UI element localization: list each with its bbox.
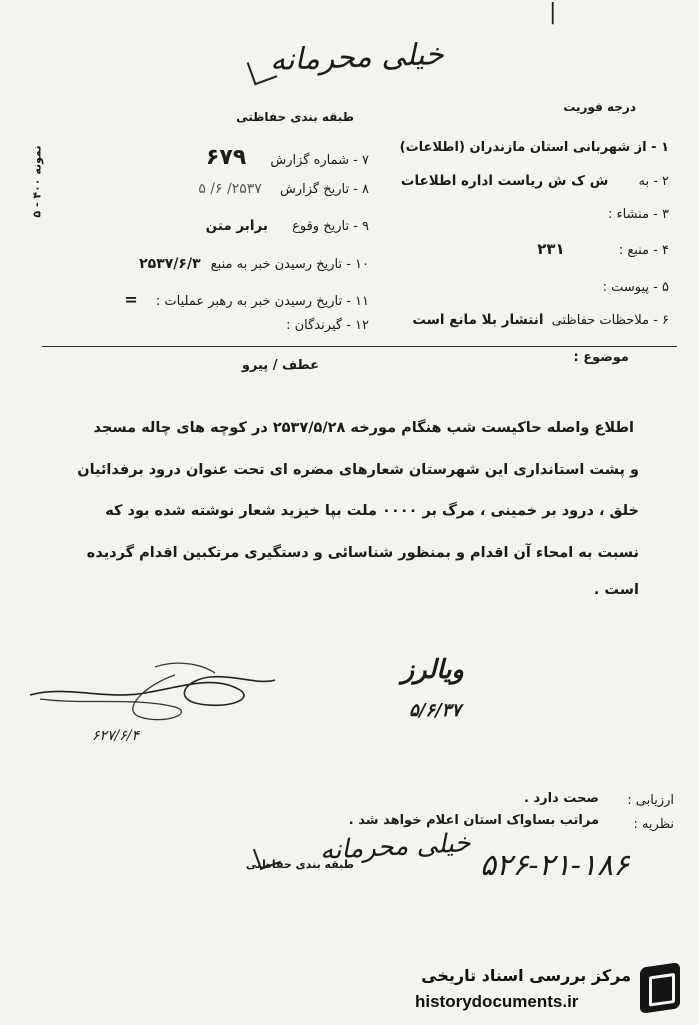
- watermark-org-name: مرکز بررسی اسناد تاریخی: [421, 966, 631, 985]
- field-source: [537, 240, 669, 258]
- field-operations-receipt-date: [124, 290, 369, 309]
- subject-value: عطف / پیرو: [241, 358, 319, 373]
- corner-mark: |: [549, 0, 557, 25]
- field-source-value: ۲۳۱: [537, 240, 565, 258]
- field-operations-receipt-date-value: =: [124, 290, 138, 309]
- field-security-notes-value: انتشار بلا مانع است: [412, 312, 544, 328]
- field-source-label: ۴ - منبع :: [618, 243, 669, 258]
- watermark-url: historydocuments.ir: [415, 992, 579, 1011]
- header-separator: [42, 346, 677, 347]
- watermark-logo-stripe: [649, 973, 675, 1007]
- left-signature-date: ۶۲۷/۶/۴: [92, 728, 140, 744]
- field-to-value: ش ک ش ریاست اداره اطلاعات: [400, 173, 609, 189]
- classification-heading: طبقه بندی حفاظتی: [236, 110, 354, 124]
- field-report-number: [206, 145, 369, 170]
- field-to-label: ۲ - به: [638, 174, 669, 189]
- document-title-stamp: خیلی محرمانه: [269, 36, 445, 79]
- field-from-label: ۱ - از شهربانی استان مازندران (اطلاعات): [399, 140, 669, 155]
- field-report-date-value: ۲۵۳۷/ ۶/ ۵: [198, 181, 262, 197]
- field-origin: [608, 207, 669, 222]
- opinion-label: نظریه :: [633, 817, 674, 832]
- evaluation-label: ارزیابی :: [627, 793, 674, 808]
- subject-label: موضوع :: [573, 350, 629, 365]
- field-source-receipt-date-label: ۱۰ - تاریخ رسیدن خبر به منبع: [210, 257, 369, 272]
- field-source-receipt-date: [139, 256, 369, 272]
- field-report-number-value: ۶۷۹: [205, 145, 247, 170]
- body-line-2: و پشت استانداری این شهرستان شعارهای مضره ای تحت عنوان درود برفدائیان: [77, 462, 639, 478]
- body-line-3: خلق ، درود بر خمینی ، مرگ بر ۰۰۰۰ ملت بپا خیزید شعار نوشته شده بود که: [105, 503, 639, 519]
- field-report-date-label: ۸ - تاریخ گزارش: [279, 182, 369, 197]
- right-signature: ویالرز: [401, 655, 464, 685]
- footer-classification: طبقه بندی حفاظتی: [245, 858, 354, 871]
- field-recipients: [286, 318, 369, 333]
- field-to: [401, 173, 669, 189]
- field-security-notes-label: ۶ - ملاحظات حفاظتی: [551, 313, 669, 328]
- body-line-1: اطلاع واصله حاکیست شب هنگام مورخه ۲۵۳۷/۵/۲۸ در کوچه های چاله مسجد: [93, 420, 634, 436]
- field-origin-label: ۳ - منشاء :: [607, 207, 669, 222]
- field-recipients-label: ۱۲ - گیرندگان :: [286, 318, 369, 333]
- field-report-number-label: ۷ - شماره گزارش: [270, 153, 369, 168]
- urgency-heading: درجه فوریت: [563, 100, 636, 114]
- field-attachment-label: ۵ - پیوست :: [602, 280, 669, 295]
- field-security-notes: [412, 312, 669, 328]
- archive-number: ۵۲۶-۲۱-۱۸۶: [480, 848, 630, 883]
- watermark-logo: [640, 962, 680, 1014]
- opinion-value: مراتب بساواک استان اعلام خواهد شد .: [348, 813, 599, 828]
- field-event-date-value: برابر متن: [205, 218, 268, 234]
- evaluation-value: صحت دارد .: [524, 791, 599, 806]
- field-attachment: [603, 280, 669, 295]
- field-event-date: [206, 218, 369, 234]
- footer-stamp: خیلی محرمانه: [319, 828, 472, 866]
- field-event-date-label: ۹ - تاریخ وقوع: [292, 219, 369, 234]
- left-signature: [25, 655, 285, 745]
- right-signature-date: ۵/۶/۳۷: [409, 700, 461, 721]
- field-report-date: [198, 181, 369, 197]
- field-from: [400, 140, 669, 155]
- body-line-4: نسبت به امحاء آن اقدام و بمنظور شناسائی و دستگیری مرتکبین اقدام گردیده: [86, 545, 639, 561]
- field-source-receipt-date-value: ۲۵۳۷/۶/۳: [139, 256, 201, 272]
- form-side-number: نمونه ۴۰۰ - ۵: [30, 145, 44, 218]
- body-line-5: است .: [593, 582, 639, 598]
- field-operations-receipt-date-label: ۱۱ - تاریخ رسیدن خبر به رهبر عملیات :: [155, 294, 369, 309]
